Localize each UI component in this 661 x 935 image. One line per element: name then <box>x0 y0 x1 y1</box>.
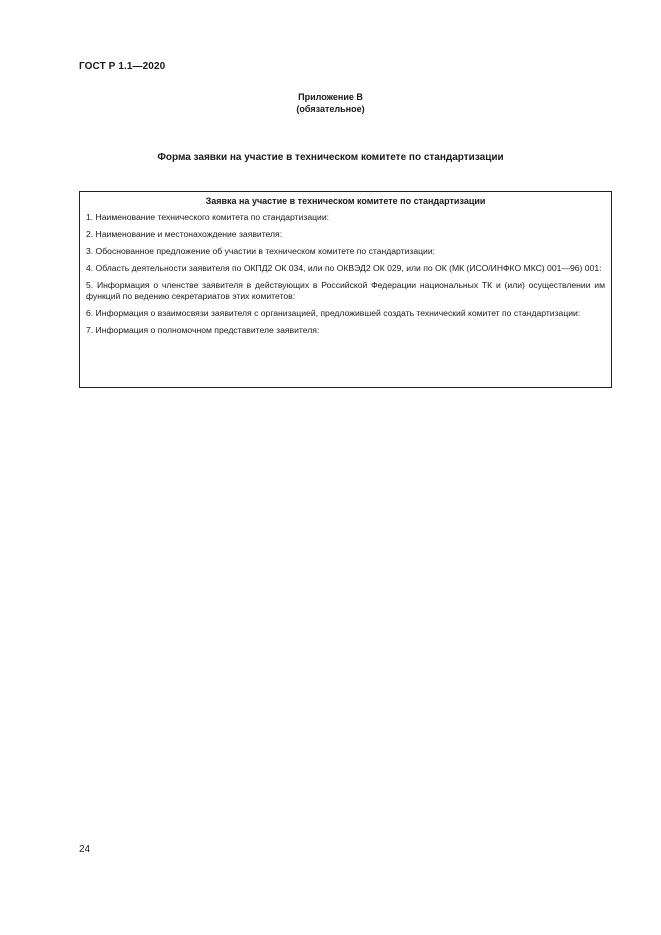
document-code: ГОСТ Р 1.1—2020 <box>79 61 166 72</box>
form-item-3: 3. Обоснованное предложение об участии в техническом комитете по стандартизации: <box>86 246 436 256</box>
appendix-heading <box>0 91 661 115</box>
application-form-box <box>79 191 612 388</box>
form-item-5: 5. Информация о членстве заявителя в действующих в Российской Федерации национальных ТК и (или) осуществлении им функций по ведению секретариатов этих комитетов: <box>86 280 605 301</box>
form-item-2: 2. Наименование и местонахождение заявителя: <box>86 229 283 239</box>
form-item-1: 1. Наименование технического комитета по стандартизации: <box>86 212 330 222</box>
page-number: 24 <box>79 844 91 855</box>
appendix-status: (обязательное) <box>296 104 365 114</box>
form-box-heading: Заявка на участие в техническом комитете по стандартизации <box>205 196 486 206</box>
form-item-6: 6. Информация о взаимосвязи заявителя с организацией, предложившей создать технический комитет по стандартизации: <box>86 308 581 318</box>
form-item-4: 4. Область деятельности заявителя по ОКПД2 ОК 034, или по ОКВЭД2 ОК 029, или по ОК (МК (ИСО/ИНФКО МКС) 001—96) 001: <box>86 263 602 273</box>
form-item-7: 7. Информация о полномочном представителе заявителя: <box>86 325 320 335</box>
appendix-title: Приложение В <box>298 92 363 102</box>
form-title: Форма заявки на участие в техническом комитете по стандартизации <box>157 152 504 163</box>
